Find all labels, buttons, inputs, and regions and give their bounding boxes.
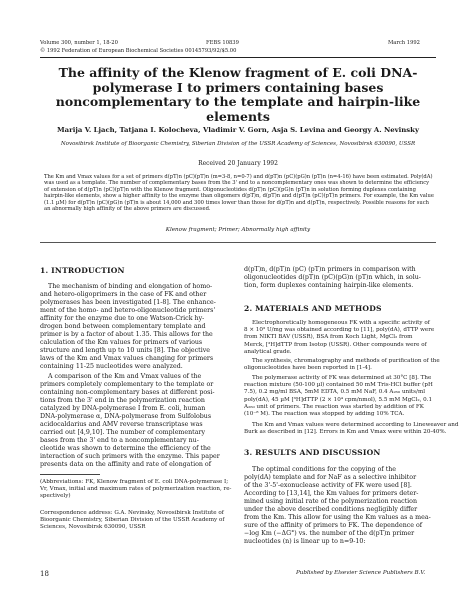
text-line: catalyzed by DNA-polymerase I from E. coli, human <box>40 405 206 412</box>
text-line: containing non-complementary bases at different posi- <box>40 389 215 396</box>
text-line: Merck, [³H]dTTP from Isotop (USSR). Other compounds were of <box>244 341 427 348</box>
text-line: carried out [4,9,10]. The number of complementary <box>40 429 206 436</box>
text-line: The mechanism of binding and elongation of homo- <box>48 283 213 290</box>
methods-paragraph-1 <box>244 320 436 356</box>
footnote-rule <box>40 474 100 475</box>
text-line: 7.5), 0.2 mg/ml BSA, 5mM EDTA, 0.5 mM NaF, 0.4 A₂₆₀ units/ml <box>244 389 426 396</box>
issue-date: March 1992 <box>388 40 420 46</box>
methods-paragraph-2 <box>244 358 440 372</box>
text-line: structure and length up to 10 units [8]. The objective <box>40 347 211 354</box>
methods-paragraph-3 <box>244 375 436 418</box>
text-line: presents data on the affinity and rate of elongation of <box>40 461 212 468</box>
text-line: primers completely complementary to the template or <box>40 381 214 388</box>
journal-volume: Volume 300, number 1, 18-20 <box>40 40 118 46</box>
text-line: ment of the homo- and hetero-oligonucleotide primers' <box>40 307 216 314</box>
text-line: oligonucleotides d(pT)n (pC)(pG)n (pT)n which, in solu- <box>244 274 421 281</box>
text-line: −log Km (−ΔG°) vs. the number of the d(pT)n primer <box>244 530 415 537</box>
section-introduction-title: 1. INTRODUCTION <box>40 266 125 275</box>
abstract-line: an abnormally high affinity of the above primers are discussed. <box>44 206 211 213</box>
footnote-line: Correspondence address: G.A. Nevinsky, Novosibirsk Institute of <box>40 510 224 516</box>
text-line: The polymerase activity of FK was determined at 30°C [8]. The <box>252 375 432 381</box>
text-line: A₂₆₀ unit of primers. The reaction was started by addition of FK <box>244 403 424 410</box>
text-line: nucleotides (n) is linear up to n=9-10: <box>244 538 366 545</box>
text-line: interaction of such primers with the enzyme. This paper <box>40 453 220 460</box>
text-line: poly(dA), 45 µM [³H]dTTP (2 × 10⁴ cpm/nmol), 5.5 mM MgCl₂, 0.1 <box>244 396 433 403</box>
text-line: laws of the Km and Vmax values changing for primers <box>40 355 214 362</box>
text-line: Burk as described in [12]. Errors in Km and Vmax were within 20-40%. <box>244 429 447 436</box>
text-line: containing 11-25 nucleotides were analyzed. <box>40 363 183 370</box>
footnote-line: Sciences, Novosibirsk 630090, USSR <box>40 524 146 531</box>
intro-continuation <box>244 266 436 290</box>
paper-title: The affinity of the Klenow fragment of E. coli DNA-polymerase I to primers containing bases noncomplementary to the template and hairpin-like elements <box>55 65 421 124</box>
febs-number: FEBS 10839 <box>206 40 239 46</box>
text-line: and hetero-oligoprimers in the case of FK and other <box>40 291 207 298</box>
abstract-line: The Km and Vmax values for a set of primers d(pT)n (pC)(pT)n (m=3-8, n=0-7) and d(pT)n (pC)(pG)n (pT)n (n=4-16) have been estimated. Poly(dA) <box>44 174 433 180</box>
text-line: analytical grade. <box>244 348 292 355</box>
received-date: Received 20 January 1992 <box>198 160 278 167</box>
footnote-line: Vr, Vmax, initial and maximum rates of polymerization reaction, re- <box>40 486 232 493</box>
text-line: d(pT)n, d(pT)n (pC) (pT)n primers in comparison with <box>244 266 416 273</box>
text-line: DNA-polymerase α, DNA-polymerase from Sulfolobus <box>40 413 212 420</box>
text-line: mined using initial rate of the polymerization reaction <box>244 498 418 505</box>
text-line: tions from the 3' end in the polymerization reaction <box>40 397 205 404</box>
text-line: Electrophoretically homogeneous FK with a specific activity of <box>252 320 430 326</box>
text-line: primer is by a factor of about 1.35. This allows for the <box>40 331 213 338</box>
text-line: (10⁻⁸ M). The reaction was stopped by adding 10% TCA. <box>244 411 405 418</box>
text-line: polymerases has been investigated [1-8]. The enhance- <box>40 299 216 306</box>
text-line: 8 × 10³ U/mg was obtained according to [11], poly(dA), dTTP were <box>244 327 435 334</box>
author-list: Marija V. Ljach, Tatjana I. Kolocheva, Vladimir V. Gorn, Asja S. Levina and Georgy A. Nevinsky <box>57 126 419 134</box>
page-number: 18 <box>40 570 49 578</box>
header-rule <box>40 57 436 58</box>
copyright-line: © 1992 Federation of European Biochemical Societies 00145793/92/$5.00 <box>40 48 237 54</box>
methods-paragraph-4 <box>244 422 459 436</box>
section-results-title: 3. RESULTS AND DISCUSSION <box>244 448 381 457</box>
abbreviations-footnote <box>40 479 232 501</box>
text-line: poly(dA) template and for NaF as a selective inhibitor <box>244 474 417 481</box>
abstract <box>44 174 434 212</box>
keywords: Klenow fragment; Primer; Abnormally high affinity <box>165 227 311 233</box>
text-line: cleotide was shown to determine the efficiency of the <box>40 445 211 452</box>
text-line: A comparison of the Km and Vmax values of the <box>48 373 202 380</box>
publisher-line: Published by Elsevier Science Publishers B.V. <box>296 570 426 576</box>
correspondence-footnote <box>40 510 232 532</box>
text-line: under the above described conditions negligibly differ <box>244 506 418 513</box>
intro-paragraph-2 <box>40 373 230 469</box>
abstract-line: hairpin-like elements, show a higher affinity to the enzyme than oligomers d(pT)n, d(pT)n and d(pT)n (pC)(pT)n primers. For example, the Km value <box>44 193 434 200</box>
abstract-line: was used as a template. The number of complementary bases from the 3' end to a noncomplementary ones was shown to determine the efficiency <box>44 180 430 187</box>
abstract-rule <box>40 242 436 243</box>
text-line: sure of the affinity of primers to FK. The dependence of <box>244 522 423 529</box>
text-line: bases from the 3' end to a noncomplementary nu- <box>40 437 199 444</box>
text-line: from the Km. This allow for using the Km values as a mea- <box>244 514 431 521</box>
text-line: drogen bond between complementary template and <box>40 323 206 330</box>
text-line: The optimal conditions for the copying of the <box>252 466 397 473</box>
text-line: reaction mixture (50-100 µl) contained 50 mM Tris-HCl buffer (pH <box>244 382 433 389</box>
text-line: oligonucleotides have been reported in [1-4]. <box>244 365 372 372</box>
intro-paragraph-1 <box>40 283 230 371</box>
footnote-line: Bioorganic Chemistry, Siberian Division of the USSR Academy of <box>40 517 225 524</box>
text-line: tion, form duplexes containing hairpin-like elements. <box>244 282 414 289</box>
text-line: The Km and Vmax values were determined according to Lineweaver and <box>252 422 459 428</box>
abstract-line: of extension of d(pT)n (pC)(pT)n with the Klenow fragment. Oligonucleotides d(pT)n (pC)(pG)n (pT)n in solution forming duplexes containing <box>44 186 416 193</box>
text-line: calculation of the Km values for primers of various <box>40 339 203 346</box>
footnote-line: spectively) <box>40 493 71 500</box>
results-paragraph <box>244 466 436 546</box>
text-line: acidocaldarius and AMV reverse transcriptase was <box>40 421 203 428</box>
text-line: According to [13,14], the Km values for primers deter- <box>244 490 419 497</box>
section-methods-title: 2. MATERIALS AND METHODS <box>244 304 382 313</box>
abstract-line: (1.1 µM) for d(pT)n (pC)(pG)n (pT)n is about 14,000 and 300 times lower than those for d(pT)n and d(pT)n, respectively. Possible reasons for such <box>44 199 430 206</box>
affiliation: Novosibirsk Institute of Bioorganic Chemistry, Siberian Division of the USSR Academy of Sciences, Novosibirsk 630090, USSR <box>60 141 416 147</box>
text-line: affinity for the enzyme due to one Watson-Crick hy- <box>40 315 205 322</box>
text-line: The synthesis, chromatography and methods of purification of the <box>252 358 440 364</box>
text-line: of the 3'-5'-exonuclease activity of FK were used [8]. <box>244 482 412 489</box>
text-line: from NIKTI BAV (USSR), BSA from Koch Light, MgCl₂ from <box>244 334 413 341</box>
footnote-line: (Abbreviations: FK, Klenow fragment of E. coli DNA-polymerase I; <box>40 479 229 485</box>
